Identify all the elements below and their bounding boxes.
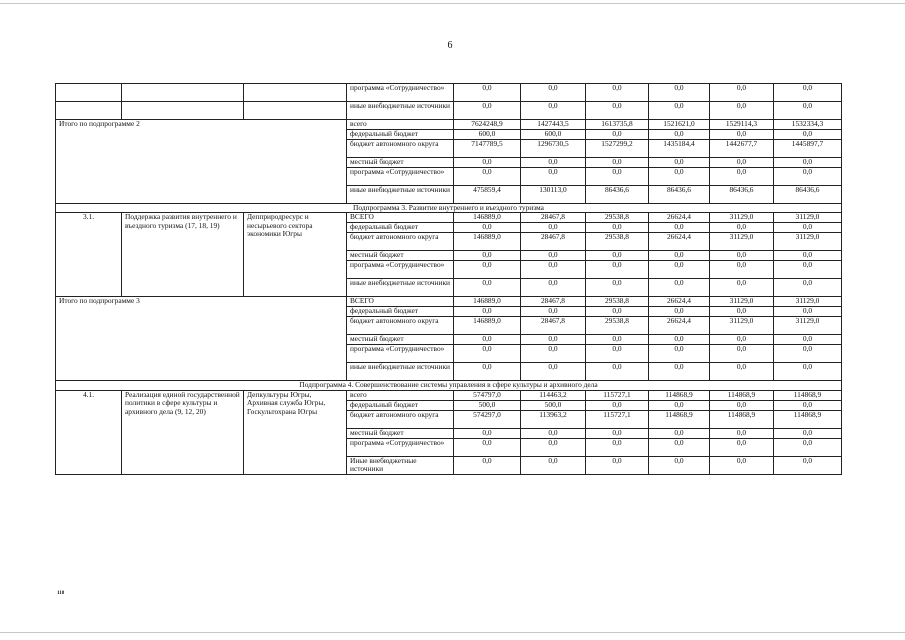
amount-cell: 0,0 — [454, 363, 521, 381]
amount-cell: 0,0 — [454, 168, 521, 186]
amount-cell: 0,0 — [586, 223, 649, 233]
amount-cell: 0,0 — [454, 335, 521, 345]
funding-source: местный бюджет — [347, 428, 454, 438]
amount-cell: 31129,0 — [710, 233, 774, 251]
funding-source: программа «Сотрудничество» — [347, 84, 454, 102]
amount-cell: 0,0 — [710, 335, 774, 345]
subprogram-heading: Подпрограмма 3. Развитие внутреннего и въездного туризма — [56, 204, 842, 213]
item-name — [122, 102, 244, 120]
amount-cell: 0,0 — [774, 251, 842, 261]
amount-cell: 29538,8 — [586, 213, 649, 223]
amount-cell: 0,0 — [649, 158, 710, 168]
subtotal-label: Итого по подпрограмме 2 — [56, 120, 347, 204]
amount-cell: 0,0 — [586, 363, 649, 381]
amount-cell: 0,0 — [710, 261, 774, 279]
amount-cell: 0,0 — [710, 158, 774, 168]
table-row — [56, 213, 842, 223]
amount-cell: 0,0 — [521, 345, 586, 363]
amount-cell: 0,0 — [454, 102, 521, 120]
amount-cell: 28467,8 — [521, 213, 586, 223]
table-row — [56, 102, 842, 120]
subprogram-row — [56, 381, 842, 390]
amount-cell: 0,0 — [774, 130, 842, 140]
amount-cell: 0,0 — [521, 158, 586, 168]
amount-cell: 0,0 — [586, 261, 649, 279]
funding-source: иные внебюджетные источники — [347, 186, 454, 204]
amount-cell: 86436,6 — [710, 186, 774, 204]
amount-cell: 146889,0 — [454, 317, 521, 335]
funding-source: федеральный бюджет — [347, 400, 454, 410]
page-number: 6 — [447, 40, 453, 51]
funding-source: всего — [347, 120, 454, 130]
amount-cell: 0,0 — [774, 335, 842, 345]
footnote: 118 — [57, 591, 65, 596]
item-number: 3.1. — [56, 213, 122, 297]
amount-cell: 0,0 — [774, 363, 842, 381]
responsible-executor — [244, 102, 347, 120]
amount-cell: 0,0 — [710, 84, 774, 102]
amount-cell: 0,0 — [710, 168, 774, 186]
amount-cell: 1521621,0 — [649, 120, 710, 130]
amount-cell: 0,0 — [649, 251, 710, 261]
amount-cell: 0,0 — [454, 428, 521, 438]
funding-source: ВСЕГО — [347, 297, 454, 307]
funding-source: бюджет автономного округа — [347, 317, 454, 335]
funding-source: всего — [347, 390, 454, 400]
amount-cell: 0,0 — [774, 438, 842, 456]
amount-cell: 29538,8 — [586, 317, 649, 335]
funding-source: бюджет автономного округа — [347, 410, 454, 428]
amount-cell: 0,0 — [774, 223, 842, 233]
amount-cell: 0,0 — [521, 279, 586, 297]
amount-cell: 114868,9 — [710, 410, 774, 428]
amount-cell: 0,0 — [586, 345, 649, 363]
amount-cell: 0,0 — [454, 158, 521, 168]
amount-cell: 0,0 — [521, 102, 586, 120]
amount-cell: 1527299,2 — [586, 140, 649, 158]
amount-cell: 114868,9 — [649, 390, 710, 400]
amount-cell: 0,0 — [586, 168, 649, 186]
amount-cell: 7147789,5 — [454, 140, 521, 158]
amount-cell: 0,0 — [649, 400, 710, 410]
amount-cell: 0,0 — [521, 84, 586, 102]
amount-cell: 1442677,7 — [710, 140, 774, 158]
amount-cell: 0,0 — [649, 307, 710, 317]
amount-cell: 0,0 — [521, 307, 586, 317]
amount-cell: 146889,0 — [454, 297, 521, 307]
amount-cell: 1532334,3 — [774, 120, 842, 130]
amount-cell: 0,0 — [710, 279, 774, 297]
amount-cell: 0,0 — [454, 438, 521, 456]
scan-top-edge — [0, 3, 905, 4]
funding-source: иные внебюджетные источники — [347, 279, 454, 297]
amount-cell: 600,0 — [521, 130, 586, 140]
amount-cell: 0,0 — [454, 223, 521, 233]
amount-cell: 0,0 — [586, 84, 649, 102]
amount-cell: 130113,0 — [521, 186, 586, 204]
amount-cell: 0,0 — [521, 251, 586, 261]
amount-cell: 0,0 — [649, 84, 710, 102]
table-row — [56, 84, 842, 102]
amount-cell: 0,0 — [586, 400, 649, 410]
table-row — [56, 390, 842, 400]
amount-cell: 0,0 — [710, 251, 774, 261]
amount-cell: 1445897,7 — [774, 140, 842, 158]
amount-cell: 0,0 — [774, 158, 842, 168]
amount-cell: 500,0 — [454, 400, 521, 410]
amount-cell: 28467,8 — [521, 233, 586, 251]
amount-cell: 26624,4 — [649, 233, 710, 251]
amount-cell: 0,0 — [774, 307, 842, 317]
amount-cell: 29538,8 — [586, 297, 649, 307]
amount-cell: 0,0 — [586, 102, 649, 120]
amount-cell: 31129,0 — [774, 297, 842, 307]
funding-source: программа «Сотрудничество» — [347, 345, 454, 363]
amount-cell: 0,0 — [649, 363, 710, 381]
amount-cell: 1427443,5 — [521, 120, 586, 130]
amount-cell: 0,0 — [454, 345, 521, 363]
table-row — [56, 120, 842, 130]
item-name: Поддержка развития внутреннего и въездного туризма (17, 18, 19) — [122, 213, 244, 297]
amount-cell: 0,0 — [710, 456, 774, 474]
amount-cell: 113963,2 — [521, 410, 586, 428]
item-name — [122, 84, 244, 102]
amount-cell: 574297,0 — [454, 410, 521, 428]
funding-source: местный бюджет — [347, 335, 454, 345]
funding-source: иные внебюджетные источники — [347, 102, 454, 120]
amount-cell: 86436,6 — [586, 186, 649, 204]
amount-cell: 0,0 — [454, 251, 521, 261]
item-number — [56, 84, 122, 102]
funding-source: местный бюджет — [347, 251, 454, 261]
amount-cell: 31129,0 — [774, 317, 842, 335]
amount-cell: 31129,0 — [710, 317, 774, 335]
amount-cell: 115727,1 — [586, 410, 649, 428]
amount-cell: 600,0 — [454, 130, 521, 140]
amount-cell: 0,0 — [710, 130, 774, 140]
amount-cell: 0,0 — [586, 307, 649, 317]
amount-cell: 0,0 — [774, 168, 842, 186]
scan-bottom-edge — [0, 632, 905, 633]
amount-cell: 0,0 — [649, 261, 710, 279]
amount-cell: 0,0 — [710, 400, 774, 410]
amount-cell: 0,0 — [710, 345, 774, 363]
amount-cell: 0,0 — [586, 438, 649, 456]
item-number: 4.1. — [56, 390, 122, 474]
amount-cell: 0,0 — [586, 428, 649, 438]
amount-cell: 1613735,8 — [586, 120, 649, 130]
amount-cell: 0,0 — [710, 438, 774, 456]
amount-cell: 114868,9 — [774, 410, 842, 428]
responsible-executor: Депприродресурс и несырьевого сектора экономики Югры — [244, 213, 347, 297]
amount-cell: 0,0 — [774, 102, 842, 120]
amount-cell: 0,0 — [710, 307, 774, 317]
amount-cell: 0,0 — [454, 279, 521, 297]
amount-cell: 31129,0 — [774, 233, 842, 251]
funding-source: программа «Сотрудничество» — [347, 261, 454, 279]
amount-cell: 0,0 — [649, 345, 710, 363]
amount-cell: 0,0 — [649, 223, 710, 233]
amount-cell: 0,0 — [649, 279, 710, 297]
amount-cell: 114868,9 — [649, 410, 710, 428]
subprogram-heading: Подпрограмма 4. Совершенствование системы управления в сфере культуры и архивного дела — [56, 381, 842, 390]
responsible-executor: Депкультуры Югры, Архивная служба Югры, Госкультохрана Югры — [244, 390, 347, 474]
funding-source: ВСЕГО — [347, 213, 454, 223]
amount-cell: 0,0 — [521, 168, 586, 186]
amount-cell: 114868,9 — [774, 390, 842, 400]
funding-source: федеральный бюджет — [347, 223, 454, 233]
amount-cell: 0,0 — [649, 130, 710, 140]
amount-cell: 0,0 — [774, 428, 842, 438]
funding-source: Иные внебюджетные источники — [347, 456, 454, 474]
amount-cell: 0,0 — [586, 456, 649, 474]
amount-cell: 0,0 — [774, 261, 842, 279]
amount-cell: 146889,0 — [454, 233, 521, 251]
amount-cell: 29538,8 — [586, 233, 649, 251]
amount-cell: 475859,4 — [454, 186, 521, 204]
funding-source: иные внебюджетные источники — [347, 363, 454, 381]
amount-cell: 28467,8 — [521, 297, 586, 307]
funding-source: местный бюджет — [347, 158, 454, 168]
amount-cell: 0,0 — [521, 363, 586, 381]
funding-source: бюджет автономного округа — [347, 140, 454, 158]
amount-cell: 0,0 — [586, 279, 649, 297]
amount-cell: 0,0 — [710, 102, 774, 120]
amount-cell: 0,0 — [774, 345, 842, 363]
amount-cell: 1529114,3 — [710, 120, 774, 130]
table-body — [56, 84, 842, 475]
amount-cell: 0,0 — [586, 158, 649, 168]
amount-cell: 0,0 — [521, 438, 586, 456]
funding-source: программа «Сотрудничество» — [347, 438, 454, 456]
amount-cell: 0,0 — [521, 428, 586, 438]
amount-cell: 114463,2 — [521, 390, 586, 400]
amount-cell: 114868,9 — [710, 390, 774, 400]
funding-table — [55, 83, 842, 475]
amount-cell: 31129,0 — [710, 297, 774, 307]
amount-cell: 1296730,5 — [521, 140, 586, 158]
amount-cell: 0,0 — [521, 261, 586, 279]
subtotal-label: Итого по подпрограмме 3 — [56, 297, 347, 381]
amount-cell: 0,0 — [521, 456, 586, 474]
amount-cell: 0,0 — [774, 400, 842, 410]
amount-cell: 0,0 — [454, 261, 521, 279]
amount-cell: 0,0 — [586, 251, 649, 261]
amount-cell: 86436,6 — [649, 186, 710, 204]
table-row — [56, 297, 842, 307]
amount-cell: 0,0 — [649, 168, 710, 186]
amount-cell: 0,0 — [649, 456, 710, 474]
amount-cell: 0,0 — [454, 456, 521, 474]
funding-source: федеральный бюджет — [347, 307, 454, 317]
amount-cell: 86436,6 — [774, 186, 842, 204]
amount-cell: 26624,4 — [649, 317, 710, 335]
responsible-executor — [244, 84, 347, 102]
amount-cell: 0,0 — [774, 279, 842, 297]
subprogram-row — [56, 204, 842, 213]
amount-cell: 0,0 — [774, 456, 842, 474]
amount-cell: 31129,0 — [774, 213, 842, 223]
amount-cell: 0,0 — [649, 428, 710, 438]
item-name: Реализация единой государственной политики в сфере культуры и архивного дела (9, 12, 20) — [122, 390, 244, 474]
item-number — [56, 102, 122, 120]
amount-cell: 0,0 — [454, 84, 521, 102]
amount-cell: 0,0 — [649, 335, 710, 345]
amount-cell: 0,0 — [586, 335, 649, 345]
amount-cell: 31129,0 — [710, 213, 774, 223]
funding-source: бюджет автономного округа — [347, 233, 454, 251]
amount-cell: 0,0 — [649, 102, 710, 120]
amount-cell: 28467,8 — [521, 317, 586, 335]
amount-cell: 146889,0 — [454, 213, 521, 223]
amount-cell: 0,0 — [710, 363, 774, 381]
amount-cell: 0,0 — [774, 84, 842, 102]
amount-cell: 500,0 — [521, 400, 586, 410]
amount-cell: 0,0 — [521, 223, 586, 233]
funding-source: федеральный бюджет — [347, 130, 454, 140]
amount-cell: 0,0 — [454, 307, 521, 317]
amount-cell: 1435184,4 — [649, 140, 710, 158]
amount-cell: 0,0 — [710, 223, 774, 233]
amount-cell: 26624,4 — [649, 297, 710, 307]
amount-cell: 0,0 — [710, 428, 774, 438]
amount-cell: 26624,4 — [649, 213, 710, 223]
amount-cell: 574797,0 — [454, 390, 521, 400]
amount-cell: 7624248,9 — [454, 120, 521, 130]
amount-cell: 0,0 — [649, 438, 710, 456]
funding-source: программа «Сотрудничество» — [347, 168, 454, 186]
amount-cell: 115727,1 — [586, 390, 649, 400]
amount-cell: 0,0 — [586, 130, 649, 140]
amount-cell: 0,0 — [521, 335, 586, 345]
